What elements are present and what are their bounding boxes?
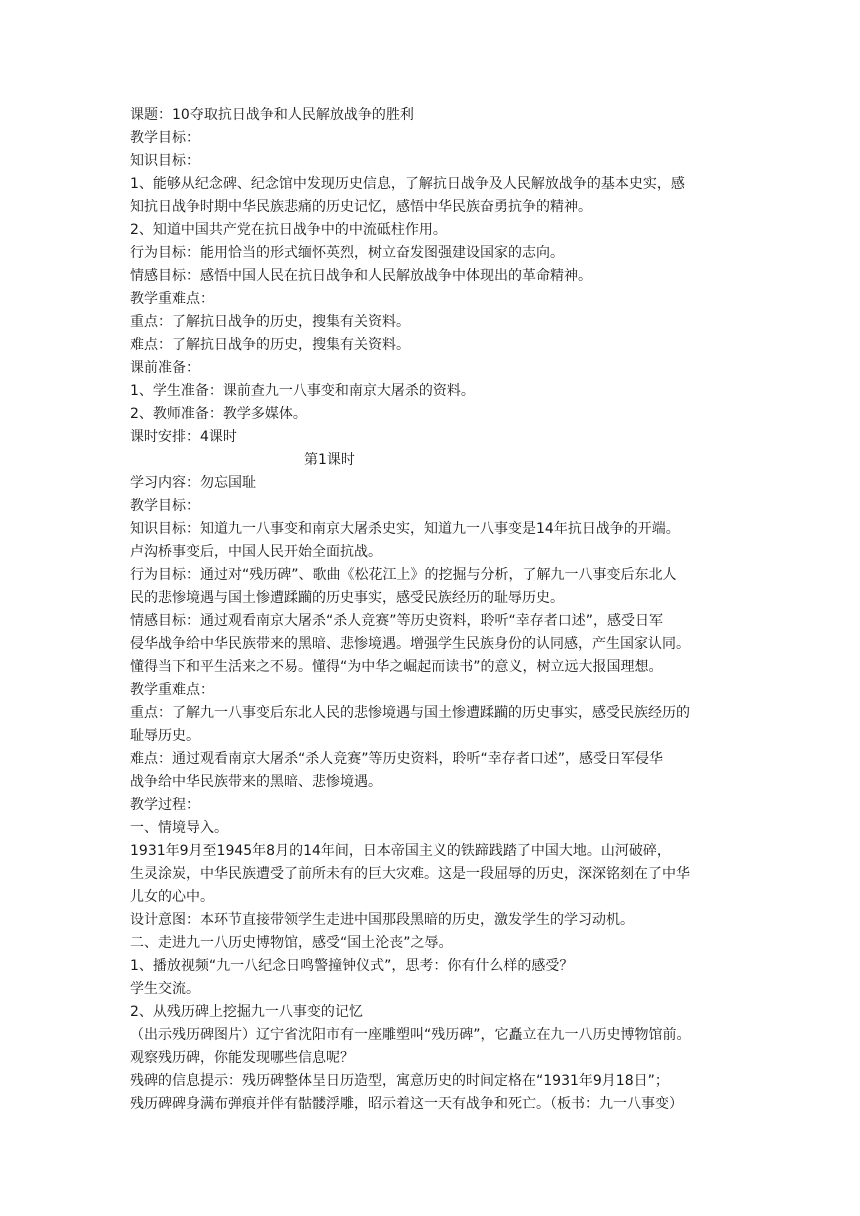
text-line: 生灵涂炭，中华民族遭受了前所未有的巨大灾难。这是一段屈辱的历史，深深铭刻在了中华 bbox=[130, 866, 690, 882]
text-line: 残历碑碑身满布弹痕并伴有骷髅浮雕，昭示着这一天有战争和死亡。（板书：九一八事变） bbox=[130, 1096, 683, 1112]
text-line: 难点：了解抗日战争的历史，搜集有关资料。 bbox=[130, 337, 410, 353]
text-line: 行为目标：通过对“残历碑”、歌曲《松花江上》的挖掘与分析，了解九一八事变后东北人 bbox=[130, 567, 677, 583]
text-line: 知识目标： bbox=[130, 153, 200, 169]
text-line: 耻辱历史。 bbox=[130, 728, 200, 744]
text-line: 残碑的信息提示：残历碑整体呈日历造型，寓意历史的时间定格在“1931年9月18日”； bbox=[130, 1073, 669, 1089]
text-line: 民的悲惨境遇与国土惨遭蹂躏的历史事实，感受民族经历的耻辱历史。 bbox=[130, 590, 564, 606]
text-line: 学习内容：勿忘国耻 bbox=[130, 475, 256, 491]
text-line: 2、知道中国共产党在抗日战争中的中流砥柱作用。 bbox=[130, 222, 447, 238]
text-line: 重点：了解九一八事变后东北人民的悲惨境遇与国土惨遭蹂躏的历史事实，感受民族经历的 bbox=[130, 705, 690, 721]
text-line: 一、情境导入。 bbox=[130, 820, 228, 836]
text-line: 1931年9月至1945年8月的14年间，日本帝国主义的铁蹄践踏了中国大地。山河破碎， bbox=[130, 843, 671, 859]
text-line: 教学目标： bbox=[130, 130, 200, 146]
text-line: 知识目标：知道九一八事变和南京大屠杀史实，知道九一八事变是14年抗日战争的开端。 bbox=[130, 521, 680, 537]
text-line: 重点：了解抗日战争的历史，搜集有关资料。 bbox=[130, 314, 410, 330]
text-line: 卢沟桥事变后，中国人民开始全面抗战。 bbox=[130, 544, 382, 560]
text-line: 学生交流。 bbox=[130, 981, 200, 997]
text-line: 1、播放视频“九一八纪念日鸣警撞钟仪式”，思考：你有什么样的感受？ bbox=[130, 958, 574, 974]
text-line: 行为目标：能用恰当的形式缅怀英烈，树立奋发图强建设国家的志向。 bbox=[130, 245, 564, 261]
text-line: 难点：通过观看南京大屠杀“杀人竞赛”等历史资料，聆听“幸存者口述”，感受日军侵华 bbox=[130, 751, 664, 767]
section-heading: 第1课时 bbox=[304, 452, 355, 468]
text-line: （出示残历碑图片）辽宁省沈阳市有一座雕塑叫“残历碑”，它矗立在九一八历史博物馆前。 bbox=[130, 1027, 691, 1043]
lesson-title: 课题：10夺取抗日战争和人民解放战争的胜利 bbox=[130, 107, 414, 123]
text-line: 侵华战争给中华民族带来的黑暗、悲惨境遇。增强学生民族身份的认同感，产生国家认同。 bbox=[130, 636, 690, 652]
text-line: 二、走进九一八历史博物馆，感受“国土沦丧”之辱。 bbox=[130, 935, 453, 951]
text-line: 战争给中华民族带来的黑暗、悲惨境遇。 bbox=[130, 774, 382, 790]
text-line: 课时安排：4课时 bbox=[130, 429, 237, 445]
text-line: 1、学生准备：课前查九一八事变和南京大屠杀的资料。 bbox=[130, 383, 475, 399]
text-line: 课前准备： bbox=[130, 360, 200, 376]
text-line: 设计意图：本环节直接带领学生走进中国那段黑暗的历史，激发学生的学习动机。 bbox=[130, 912, 634, 928]
text-line: 教学过程： bbox=[130, 797, 200, 813]
text-line: 情感目标：感悟中国人民在抗日战争和人民解放战争中体现出的革命精神。 bbox=[130, 268, 592, 284]
text-line: 知抗日战争时期中华民族悲痛的历史记忆，感悟中华民族奋勇抗争的精神。 bbox=[130, 199, 592, 215]
text-line: 观察残历碑，你能发现哪些信息呢？ bbox=[130, 1050, 354, 1066]
text-line: 1、能够从纪念碑、纪念馆中发现历史信息，了解抗日战争及人民解放战争的基本史实，感 bbox=[130, 176, 685, 192]
document-body bbox=[130, 104, 734, 1116]
text-line: 教学重难点： bbox=[130, 682, 214, 698]
text-line: 2、从残历碑上挖掘九一八事变的记忆 bbox=[130, 1004, 363, 1020]
text-line: 情感目标：通过观看南京大屠杀“杀人竞赛”等历史资料，聆听“幸存者口述”，感受日军 bbox=[130, 613, 664, 629]
text-line: 懂得当下和平生活来之不易。懂得“为中华之崛起而读书”的意义，树立远大报国理想。 bbox=[130, 659, 663, 675]
text-line: 2、教师准备：教学多媒体。 bbox=[130, 406, 307, 422]
text-line: 儿女的心中。 bbox=[130, 889, 214, 905]
text-line: 教学重难点： bbox=[130, 291, 214, 307]
text-line: 教学目标： bbox=[130, 498, 200, 514]
